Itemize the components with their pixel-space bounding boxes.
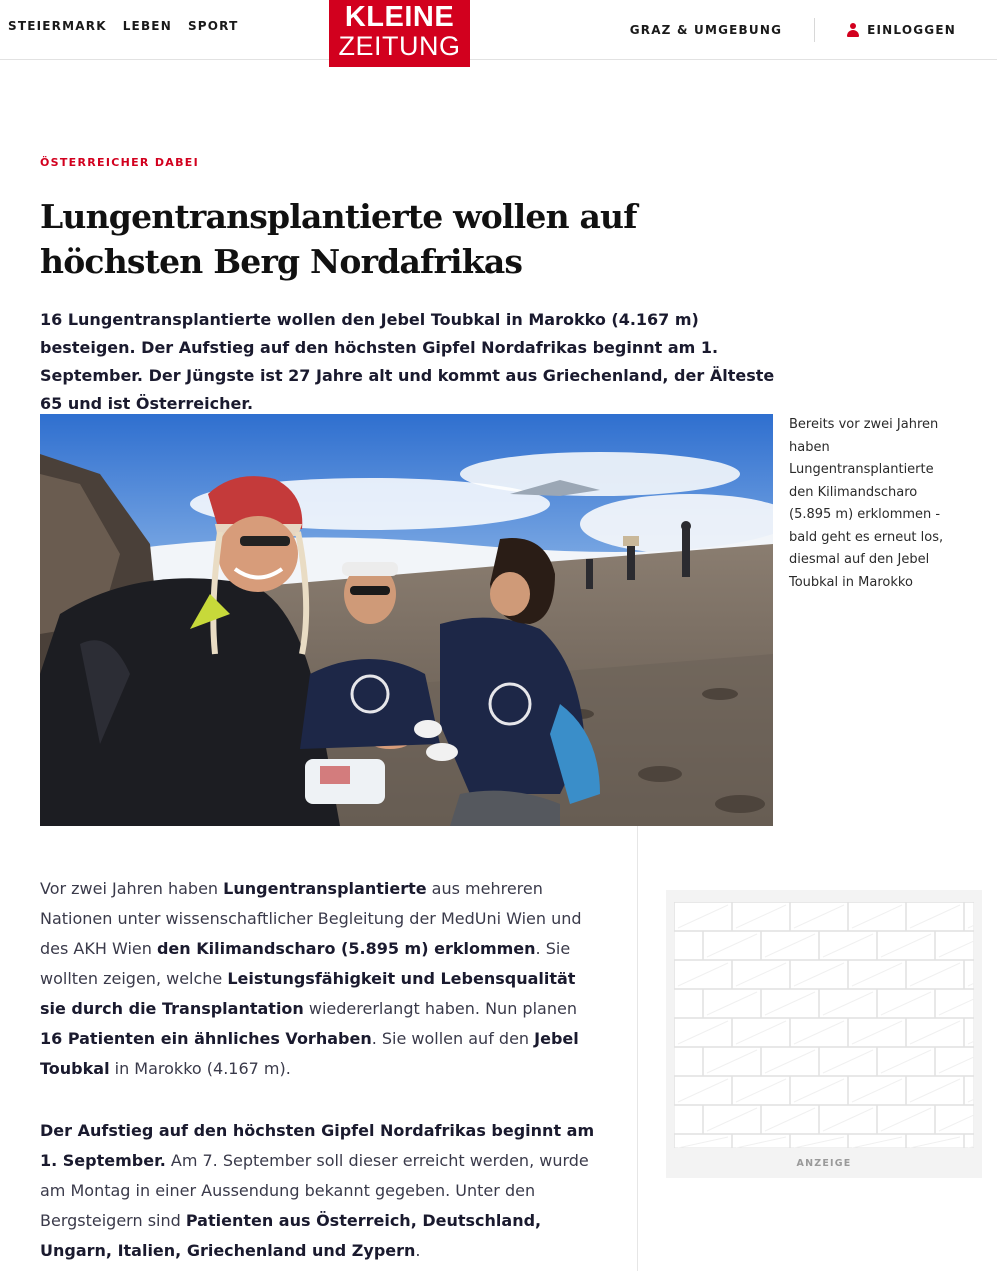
headline-line-2: höchsten Berg Nordafrikas xyxy=(40,242,523,281)
text-run: in Marokko (4.167 m). xyxy=(109,1059,291,1078)
nav-link-sport[interactable]: SPORT xyxy=(187,19,239,33)
bold-text-run: Der Aufstieg auf den höchsten Gipfel Nordafrikas beginnt am 1. September. xyxy=(40,1121,595,1170)
logo-text-top: KLEINE xyxy=(344,1,455,33)
text-run: . Sie wollen auf den xyxy=(371,1029,535,1048)
top-navigation-bar xyxy=(0,0,997,60)
text-run: . xyxy=(415,1241,421,1260)
header-divider xyxy=(814,18,815,42)
article-lead: 16 Lungentransplantierte wollen den Jebel Toubkal in Marokko (4.167 m) besteigen. Der Aufstieg auf den höchsten Gipfel Nordafrikas beginnt am 1. September. Der Jüngste ist 27 Jahre alt und kommt aus Griechenland, der Älteste 65 und ist Österreicher. xyxy=(40,310,775,413)
ad-placeholder-pattern xyxy=(674,902,974,1148)
bold-text-run: Lungentransplantierte xyxy=(223,879,427,898)
nav-link-steiermark[interactable]: STEIERMARK xyxy=(8,19,107,33)
login-label: EINLOGGEN xyxy=(867,23,956,37)
headline-line-1: Lungentransplantierte wollen auf xyxy=(40,197,637,236)
bold-text-run: Leistungsfähigkeit und Lebensqualität sie durch die Transplantation xyxy=(40,969,576,1018)
login-button[interactable] xyxy=(847,23,956,37)
text-run: . Sie wollten zeigen, welche xyxy=(40,939,571,988)
column-divider xyxy=(637,826,638,1271)
kleine-zeitung-logo[interactable] xyxy=(329,0,470,67)
bold-text-run: 16 Patienten ein ähnliches Vorhaben xyxy=(40,1029,372,1048)
advertisement-slot[interactable] xyxy=(666,890,982,1178)
bold-text-run: Jebel Toubkal xyxy=(40,1029,579,1078)
bold-text-run: Patienten aus Österreich, Deutschland, Ungarn, Italien, Griechenland und Zypern xyxy=(40,1211,542,1260)
article-paragraph-1 xyxy=(40,874,600,1084)
nav-link-leben[interactable]: LEBEN xyxy=(122,19,172,33)
photo-caption: Bereits vor zwei Jahren haben Lungentransplantierte den Kilimandscharo (5.895 m) erklommen - bald geht es erneut los, diesmal auf den Jebel Toubkal in Marokko xyxy=(789,417,944,590)
article-headline xyxy=(40,194,740,284)
text-run: Vor zwei Jahren haben xyxy=(40,879,224,898)
header-right xyxy=(630,0,997,60)
region-selector[interactable]: GRAZ & UMGEBUNG xyxy=(629,23,783,37)
text-run: Am 7. September soll dieser erreicht werden, wurde am Montag in einer Aussendung bekannt gegeben. Unter den Bergsteigern sind xyxy=(40,1151,589,1230)
article-photo[interactable] xyxy=(40,414,773,826)
section-nav xyxy=(8,19,238,33)
photo-illustration xyxy=(40,414,773,826)
text-run: wiedererlangt haben. Nun planen xyxy=(303,999,577,1018)
article-paragraph-2 xyxy=(40,1116,600,1266)
ad-label: ANZEIGE xyxy=(796,1158,852,1169)
article-kicker: ÖSTERREICHER DABEI xyxy=(40,156,199,169)
logo-text-bottom: ZEITUNG xyxy=(338,31,461,61)
text-run: aus mehreren Nationen unter wissenschaftlicher Begleitung der MedUni Wien und des AKH Wien xyxy=(40,879,582,958)
user-icon xyxy=(847,23,859,37)
bold-text-run: den Kilimandscharo (5.895 m) erklommen xyxy=(156,939,536,958)
